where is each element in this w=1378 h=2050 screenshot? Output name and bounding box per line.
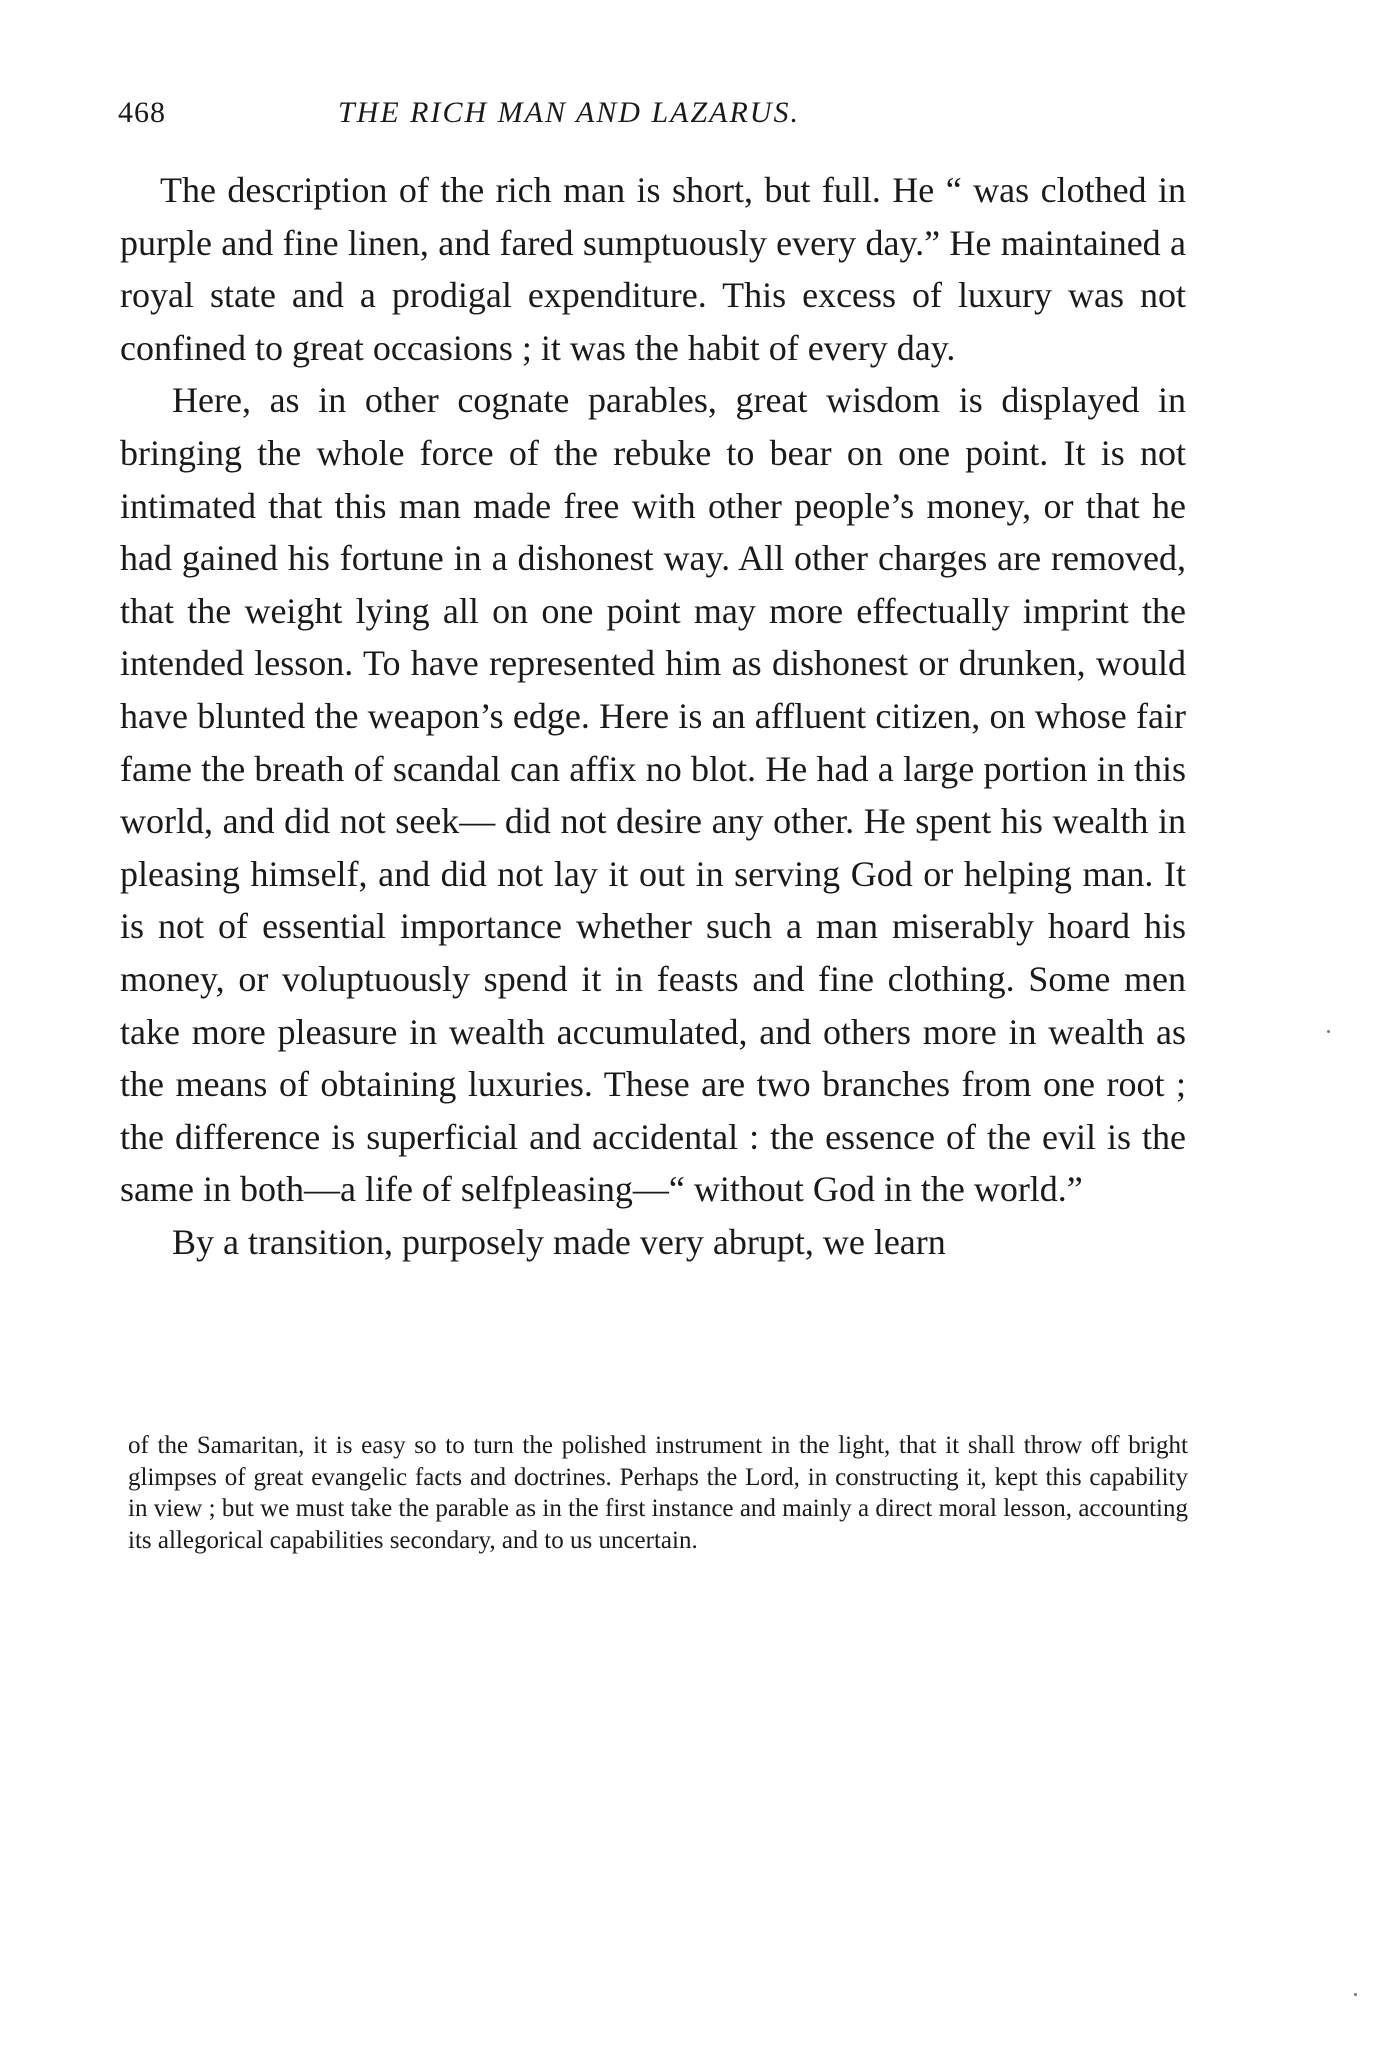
paragraph: By a transition, purposely made very abrupt, we learn: [172, 1221, 946, 1262]
page-header: [118, 96, 1188, 136]
body-text: [120, 164, 1186, 1268]
footnote-text: of the Samaritan, it is easy so to turn the polished instrument in the light, that it shall throw off bright glimpses of great evangelic facts and doctrines. Perhaps the Lord, in constructing it, kept this capability in view ; but we must take the parable as in the first instance and mainly a direct moral lesson, accounting its allegorical capabilities secondary, and to us uncertain.: [128, 1432, 1188, 1554]
running-title: THE RICH MAN AND LAZARUS.: [338, 96, 800, 129]
page-number: 468: [118, 96, 166, 129]
paragraph: Here, as in other cognate parables, great wisdom is displayed in bringing the whole force of the rebuke to bear on one point. It is not intimated that this man made free with other people’s money, or that he had gained his fortune in a dishonest way. All other charges are removed, that the weight lying all on one point may more effectually imprint the intended lesson. To have represented him as dishonest or drunken, would have blunted the weapon’s edge. Here is an affluent citizen, on whose fair fame the breath of scandal can affix no blot. He had a large portion in this world, and did not seek— did not desire any other. He spent his wealth in pleasing himself, and did not lay it out in serving God or helping man. It is not of essential importance whether such a man miserably hoard his money, or voluptuously spend it in feasts and fine clothing. Some men take more pleasure in wealth accumulated, and others more in wealth as the means of obtaining luxuries. These are two branches from one root ; the difference is superficial and accidental : the essence of the evil is the same in both—a life of selfpleasing—“ without God in the world.”: [120, 380, 1186, 1210]
scan-speck: [1354, 1993, 1357, 1996]
footnote: [128, 1430, 1188, 1556]
paragraph: The description of the rich man is short, but full. He “ was clothed in purple and fine linen, and fared sumptuously every day.” He maintained a royal state and a prodigal expenditure. This excess of luxury was not confined to great occasions ; it was the habit of every day.: [120, 170, 1186, 368]
scan-speck: [1327, 1030, 1330, 1033]
